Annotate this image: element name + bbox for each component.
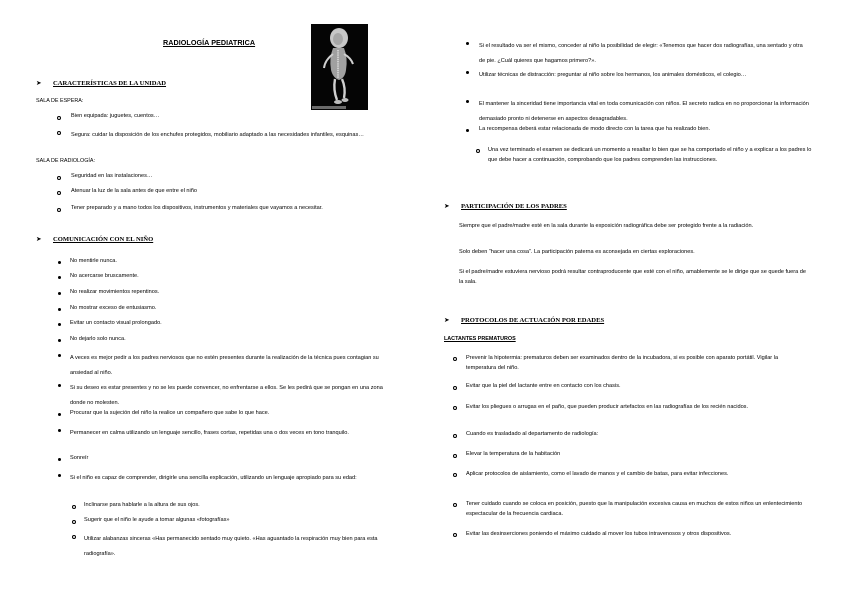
list-item: Seguridad en las instalaciones… [71, 173, 153, 179]
list-item: Tener preparado y a mano todos los dispositivos, instrumentos y materiales que vayamos a necesitar. [71, 205, 323, 211]
bullet-disc-icon [58, 352, 61, 357]
list-item: Utilizar alabanzas sinceras «Has permanecido sentado muy quieto. «Has aguantado la respiración muy bien para esta radiografía». [84, 536, 378, 558]
bullet-ring-icon [72, 533, 76, 539]
paragraph: Si el padre/madre estuviera nervioso podrá resultar contraproducente que esté con el niño, amablemente se le dirige que se quede fuera de la sala. [459, 269, 807, 285]
list-item: No mentirle nunca. [70, 258, 117, 264]
page-title: RADIOLOGÍA PEDIATRICA [163, 38, 256, 47]
chevron-right-icon: ➤ [36, 80, 42, 87]
bullet-ring-icon [453, 452, 457, 458]
list-item: La recompensa deberá estar relacionada de modo directo con la tarea que ha realizado bien. [479, 126, 711, 132]
bullet-disc-icon [58, 306, 61, 311]
chevron-right-icon: ➤ [36, 236, 42, 243]
bullet-ring-icon [57, 206, 61, 212]
paragraph: Solo deben “hacer una cosa”. La participación paterna es aconsejada en ciertas exploraciones. [459, 249, 695, 255]
list-item: Si el resultado va ser el mismo, conceder al niño la posibilidad de elegir: «Tenemos que hacer dos radiografías, una sentado y otra de pie. ¿Cuál quieres que hagamos primero?». [479, 43, 803, 65]
list-item: Evitar un contacto visual prolongado. [70, 320, 162, 326]
xray-caption-bar [312, 106, 346, 109]
bullet-ring-icon [57, 189, 61, 195]
section-participacion-heading: ➤ PARTICIPACIÓN DE LOS PADRES [444, 203, 567, 211]
list-item: A veces es mejor pedir a los padres nerviosos que no estén presentes durante la realización de la técnica pues contagian su ansiedad al niño. [70, 355, 379, 377]
list-item: Evitar que la piel del lactante entre en contacto con los chasis. [466, 383, 621, 389]
list-item: No realizar movimientos repentinos. [70, 289, 160, 295]
bullet-disc-icon [58, 472, 61, 477]
paragraph: Siempre que el padre/madre esté en la sala durante la exposición radiográfica debe ser protegido frente a la radiación. [459, 223, 754, 229]
bullet-disc-icon [58, 321, 61, 326]
bullet-disc-icon [58, 259, 61, 264]
list-item: Aplicar protocolos de aislamiento, como el lavado de manos y el cambio de batas, para evitar infecciones. [466, 471, 729, 477]
list-item: No mostrar exceso de entusiasmo. [70, 305, 157, 311]
list-item: Si su deseo es estar presentes y no se les puede convencer, no enfrentarse a ellos. Se les pedirá que se pongan en una zona donde no molesten. [70, 385, 383, 407]
bullet-ring-icon [72, 518, 76, 524]
list-item: Segura: cuidar la disposición de los enchufes protegidos, mobiliario adaptado a las necesidades infantiles, esquinas… [71, 132, 364, 138]
list-item: Permanecer en calma utilizando un lenguaje sencillo, frases cortas, repetidas una o dos veces en tono tranquilo. [70, 430, 349, 436]
bullet-disc-icon [58, 290, 61, 295]
list-item: Inclinarse para hablarle a la altura de sus ojos. [84, 502, 200, 508]
chevron-right-icon: ➤ [444, 317, 450, 324]
xray-image [311, 24, 368, 110]
list-item: Procurar que la sujeción del niño la realice un compañero que sabe lo que hace. [70, 410, 270, 416]
list-item: Evitar las desinserciones poniendo el máximo cuidado al mover los tubos intravenosos y otros dispositivos. [466, 531, 732, 537]
bullet-disc-icon [58, 337, 61, 342]
bullet-ring-icon [453, 355, 457, 361]
list-item: Utilizar técnicas de distracción: preguntar al niño sobre los hermanos, los animales domésticos, el colegio… [479, 72, 747, 78]
list-item: No dejarlo solo nunca. [70, 336, 126, 342]
bullet-disc-icon [58, 382, 61, 387]
list-item: Atenuar la luz de la sala antes de que entre el niño [71, 188, 197, 194]
section-caracteristicas-heading: ➤ CARACTERÍSTICAS DE LA UNIDAD [36, 80, 167, 88]
sala-radiologia-label: SALA DE RADIOLOGÍA: [36, 158, 96, 164]
list-item: Prevenir la hipotermia: prematuros deben ser examinados dentro de la incubadora, si es posible con aparato portátil. Vigilar la temperatura del niño. [466, 355, 779, 372]
bullet-ring-icon [476, 147, 480, 153]
bullet-ring-icon [453, 384, 457, 390]
bullet-disc-icon [58, 456, 61, 461]
bullet-ring-icon [453, 471, 457, 477]
lactantes-subheading: LACTANTES PREMATUROS [444, 336, 516, 342]
bullet-disc-icon [58, 411, 61, 416]
bullet-disc-icon [58, 274, 61, 279]
bullet-disc-icon [466, 40, 469, 45]
bullet-disc-icon [466, 98, 469, 103]
section-protocolos-heading: ➤ PROTOCOLOS DE ACTUACIÓN POR EDADES [444, 317, 605, 325]
bullet-ring-icon [453, 404, 457, 410]
list-item: Cuando es trasladado al departamento de radiología: [466, 431, 599, 437]
bullet-ring-icon [57, 129, 61, 135]
bullet-ring-icon [453, 501, 457, 507]
list-item: Tener cuidado cuando se coloca en posición, puesto que la manipulación excesiva causa en muchos de estos niños un enlentecimiento espectacular de la frecuencia cardiaca. [466, 501, 803, 518]
bullet-disc-icon [466, 127, 469, 132]
list-item: Sugerir que el niño le ayude a tomar algunas «fotografías» [84, 517, 230, 523]
list-item: Elevar la temperatura de la habitación [466, 451, 561, 457]
bullet-ring-icon [57, 114, 61, 120]
bullet-ring-icon [72, 503, 76, 509]
list-item: Evitar los pliegues o arrugas en el paño, que pueden producir artefactos en las radiografías de los recién nacidos. [466, 404, 749, 410]
fetus-xray-illustration [311, 24, 368, 110]
bullet-ring-icon [453, 531, 457, 537]
list-item: El mantener la sinceridad tiene importancia vital en toda comunicación con niños. El secreto radica en no proporcionar la información demasiado pronto ni detenerse en aspectos desagradables. [479, 101, 809, 123]
list-item: No acercarse bruscamente. [70, 273, 139, 279]
bullet-disc-icon [466, 69, 469, 74]
bullet-ring-icon [57, 174, 61, 180]
list-item: Si el niño es capaz de comprender, dirigirle una sencilla explicación, utilizando un lenguaje apropiado para su edad: [70, 475, 357, 481]
section-comunicacion-heading: ➤ COMUNICACIÓN CON EL NIÑO [36, 236, 154, 244]
sala-espera-label: SALA DE ESPERA: [36, 98, 84, 104]
list-item: Sonreír [70, 455, 89, 461]
list-item: Una vez terminado el examen se dedicará un momento a resaltar lo bien que se ha comportado el niño y a explicar a los padres lo que debe hacer a continuación, comprobando que los padres comprenden las instrucciones. [488, 147, 812, 164]
chevron-right-icon: ➤ [444, 203, 450, 210]
bullet-disc-icon [58, 427, 61, 432]
list-item: Bien equipada: juguetes, cuentos… [71, 113, 160, 119]
bullet-ring-icon [453, 432, 457, 438]
